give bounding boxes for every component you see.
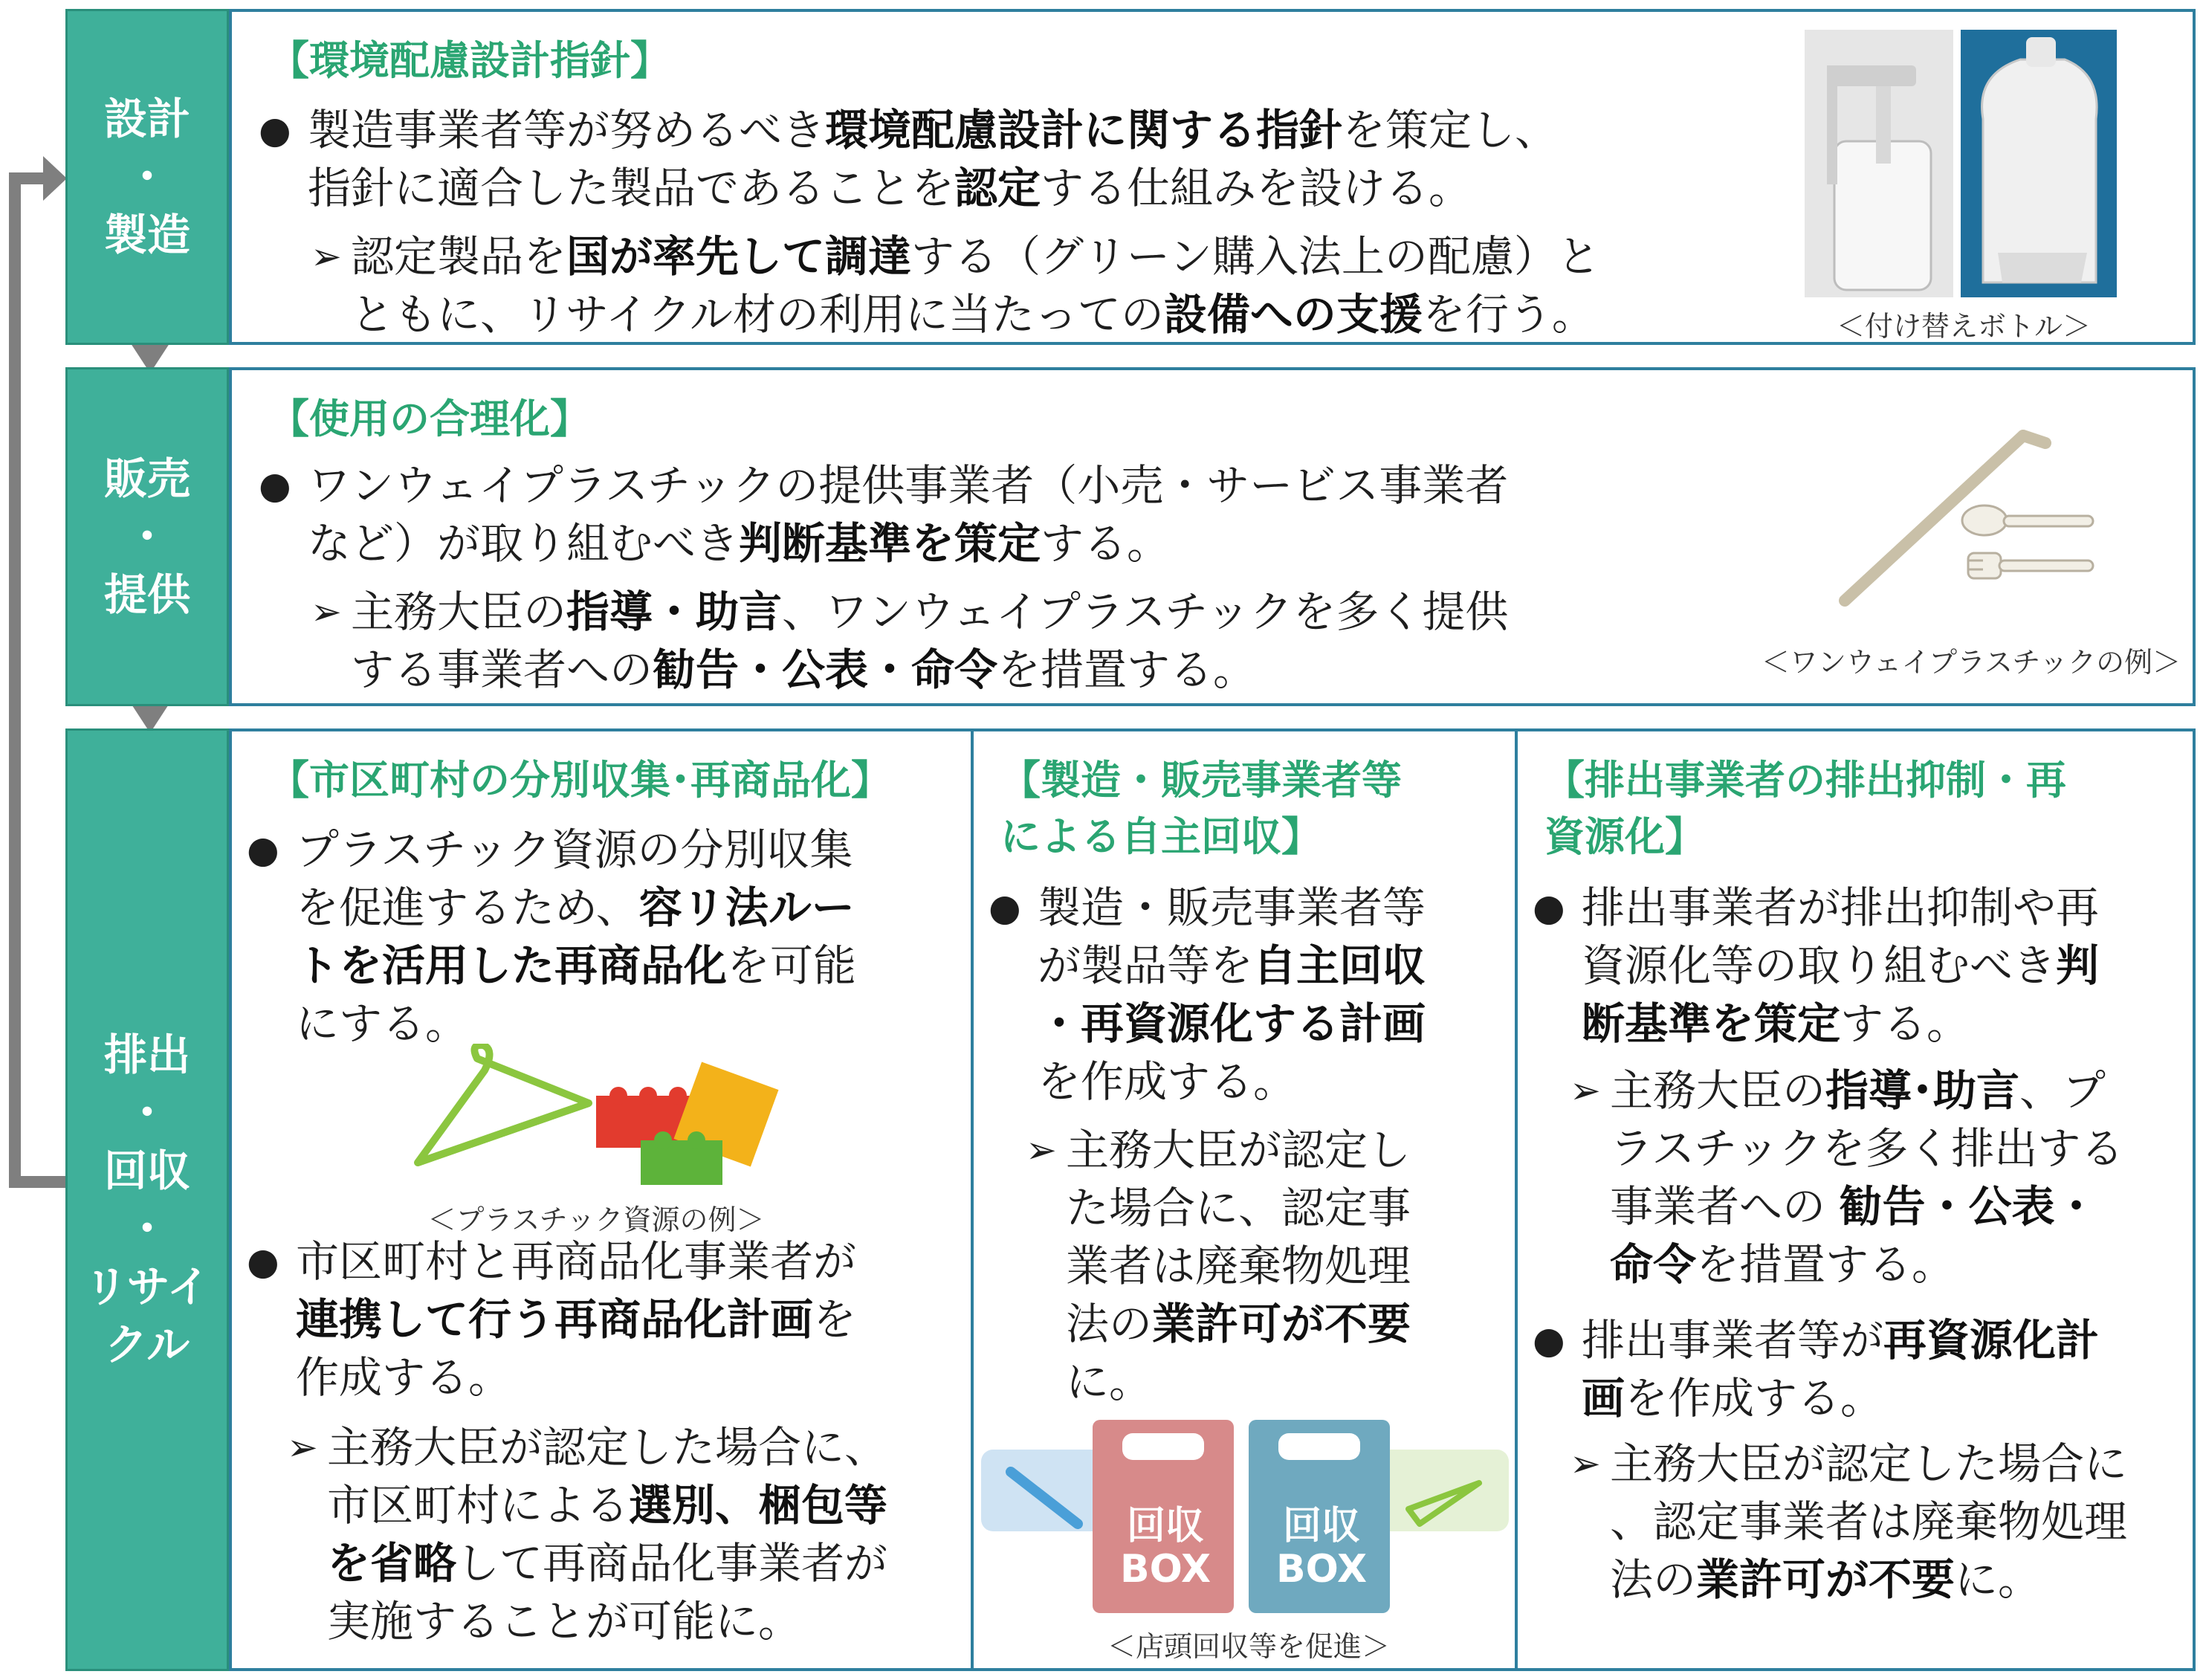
stage-sale-text: 販売 ・ 提供 xyxy=(103,453,190,620)
bullet-icon: ● xyxy=(1533,1319,1565,1362)
one-way-plastic-caption: ＜ワンウェイプラスチックの例＞ xyxy=(1761,646,2181,679)
bullet-icon: ● xyxy=(259,109,291,152)
maker-heading: 【製造・販売事業者等 による自主回収】 xyxy=(1000,757,1402,860)
sale-section xyxy=(229,367,2196,706)
sub-arrow-icon: ➢ xyxy=(311,235,342,278)
plastic-resources-caption: ＜プラスチック資源の例＞ xyxy=(427,1204,765,1236)
collection-box-label-1: 回収 BOX xyxy=(1119,1504,1212,1592)
municipal-bullet-2: ● 市区町村と再商品化事業者が 連携して行う再商品化計画を 作成する。 xyxy=(247,1232,960,1406)
maker-bullet: ● 製造・販売事業者等 が製品等を自主回収 ・再資源化する計画 を作成する。 xyxy=(989,879,1509,1111)
stage-design-text: 設計 ・ 製造 xyxy=(103,94,190,260)
maker-sub-bullet: ➢ 主務大臣が認定し た場合に、認定事 業者は廃棄物処理 法の業許可が不要 に。 xyxy=(1026,1121,1509,1411)
municipal-heading: 【市区町村の分別収集･再商品化】 xyxy=(269,757,891,804)
emitter-sub-bullet-2: ➢ 主務大臣が認定した場合に 、認定事業者は廃棄物処理 法の業許可が不要に。 xyxy=(1570,1435,2191,1609)
collection-box-image xyxy=(981,1412,1509,1613)
refill-bottle-image xyxy=(1805,30,2117,297)
stage-disposal-label xyxy=(65,728,229,1671)
sub-arrow-icon: ➢ xyxy=(1570,1442,1601,1485)
municipal-sub-bullet: ➢ 主務大臣が認定した場合に、 市区町村による選別、梱包等 を省略して再商品化事業者が 実施することが可能に。 xyxy=(287,1418,963,1650)
bullet-icon: ● xyxy=(1533,886,1565,929)
sale-heading: 【使用の合理化】 xyxy=(269,395,590,442)
design-section xyxy=(229,9,2196,345)
municipal-bullet-1: ● プラスチック資源の分別収集 を促進するため、容リ法ルー トを活用した再商品化を可能 にする。 xyxy=(247,821,960,1053)
municipal-column xyxy=(232,731,971,1668)
sale-sub-bullet: ➢ 主務大臣の指導・助言、ワンウェイプラスチックを多く提供 する事業者への勧告・公表・命令を措置する。 xyxy=(311,583,1797,699)
sub-arrow-icon: ➢ xyxy=(1570,1069,1601,1112)
bullet-icon: ● xyxy=(247,828,279,871)
maker-column xyxy=(971,731,1515,1668)
refill-bottle-caption: ＜付け替えボトル＞ xyxy=(1836,310,2091,343)
stage-design-label xyxy=(65,9,229,345)
design-bullet: ● 製造事業者等が努めるべき環境配慮設計に関する指針を策定し、 指針に適合した製品であることを認定する仕組みを設ける。 xyxy=(259,101,1745,217)
emitter-column xyxy=(1515,731,2193,1668)
sale-bullet: ● ワンウェイプラスチックの提供事業者（小売・サービス事業者 など）が取り組むべき判断基準を策定する。 xyxy=(259,456,1745,572)
stage-sale-label xyxy=(65,367,229,706)
bullet-icon: ● xyxy=(247,1240,279,1283)
sub-arrow-icon: ➢ xyxy=(1026,1128,1057,1172)
sub-arrow-icon: ➢ xyxy=(287,1426,318,1469)
design-heading: 【環境配慮設計指針】 xyxy=(269,37,670,84)
design-sub-bullet: ➢ 認定製品を国が率先して調達する（グリーン購入法上の配慮）と ともに、リサイクル材の利用に当たっての設備への支援を行う。 xyxy=(311,227,1797,343)
bullet-icon: ● xyxy=(989,886,1021,929)
collection-box-label-2: 回収 BOX xyxy=(1275,1504,1368,1592)
emitter-sub-bullet-1: ➢ 主務大臣の指導･助言、プ ラスチックを多く排出する 事業者への 勧告・公表・ 命令を措置する。 xyxy=(1570,1062,2191,1293)
disposal-section xyxy=(229,728,2196,1671)
recycle-loop-arrow xyxy=(0,149,71,1204)
emitter-bullet-1: ● 排出事業者が排出抑制や再 資源化等の取り組むべき判 断基準を策定する。 xyxy=(1533,879,2187,1053)
sub-arrow-icon: ➢ xyxy=(311,590,342,633)
emitter-heading: 【排出事業者の排出抑制・再 資源化】 xyxy=(1544,757,2066,860)
stage-disposal-text: 排出 ・ 回収 ・ リサイ クル xyxy=(84,1030,210,1370)
emitter-bullet-2: ● 排出事業者等が再資源化計 画を作成する。 xyxy=(1533,1311,2187,1427)
plastic-resources-image xyxy=(403,1044,797,1192)
bullet-icon: ● xyxy=(259,464,291,507)
one-way-plastic-image xyxy=(1822,422,2120,616)
collection-box-caption: ＜店頭回収等を促進＞ xyxy=(1107,1630,1390,1663)
